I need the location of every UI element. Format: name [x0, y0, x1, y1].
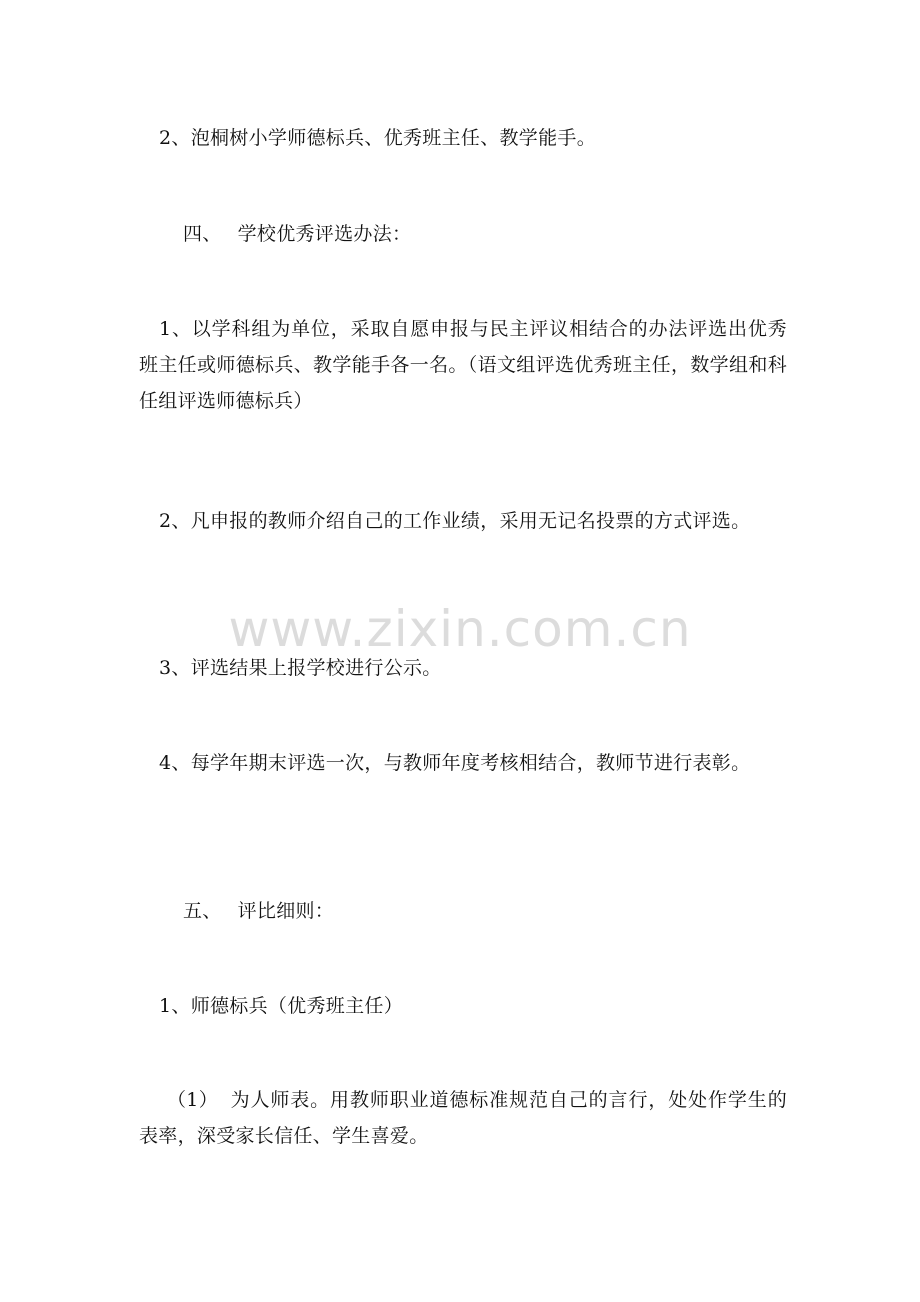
section-heading-5	[139, 893, 787, 929]
criteria-item-1: 1、师德标兵（优秀班主任）	[159, 995, 403, 1017]
watermark: www.zixin.com.cn	[228, 600, 692, 658]
section-title-5: 评比细则：	[237, 900, 335, 922]
section-title-4: 学校优秀评选办法：	[237, 223, 412, 245]
section-heading-4	[139, 216, 787, 252]
method-item-2: 2、凡申报的教师介绍自己的工作业绩，采用无记名投票的方式评选。	[159, 510, 751, 532]
subitem-number-1: （1）	[167, 1089, 218, 1111]
criteria-subitem-1	[139, 1082, 787, 1154]
item-2-paotongshu: 2、泡桐树小学师德标兵、优秀班主任、教学能手。	[159, 127, 596, 149]
subitem-text-1: 为人师表。用教师职业道德标准规范自己的言行，处处作学生的表率，深受家长信任、学生喜爱。	[139, 1089, 787, 1147]
method-item-1: 1、以学科组为单位，采取自愿申报与民主评议相结合的办法评选出优秀班主任或师德标兵、教学能手各一名。（语文组评选优秀班主任，数学组和科任组评选师德标兵）	[139, 318, 787, 412]
section-number-5: 五、	[183, 900, 222, 922]
method-item-3: 3、评选结果上报学校进行公示。	[159, 657, 442, 679]
method-item-4: 4、每学年期末评选一次，与教师年度考核相结合，教师节进行表彰。	[159, 752, 751, 774]
section-number-4: 四、	[183, 223, 222, 245]
